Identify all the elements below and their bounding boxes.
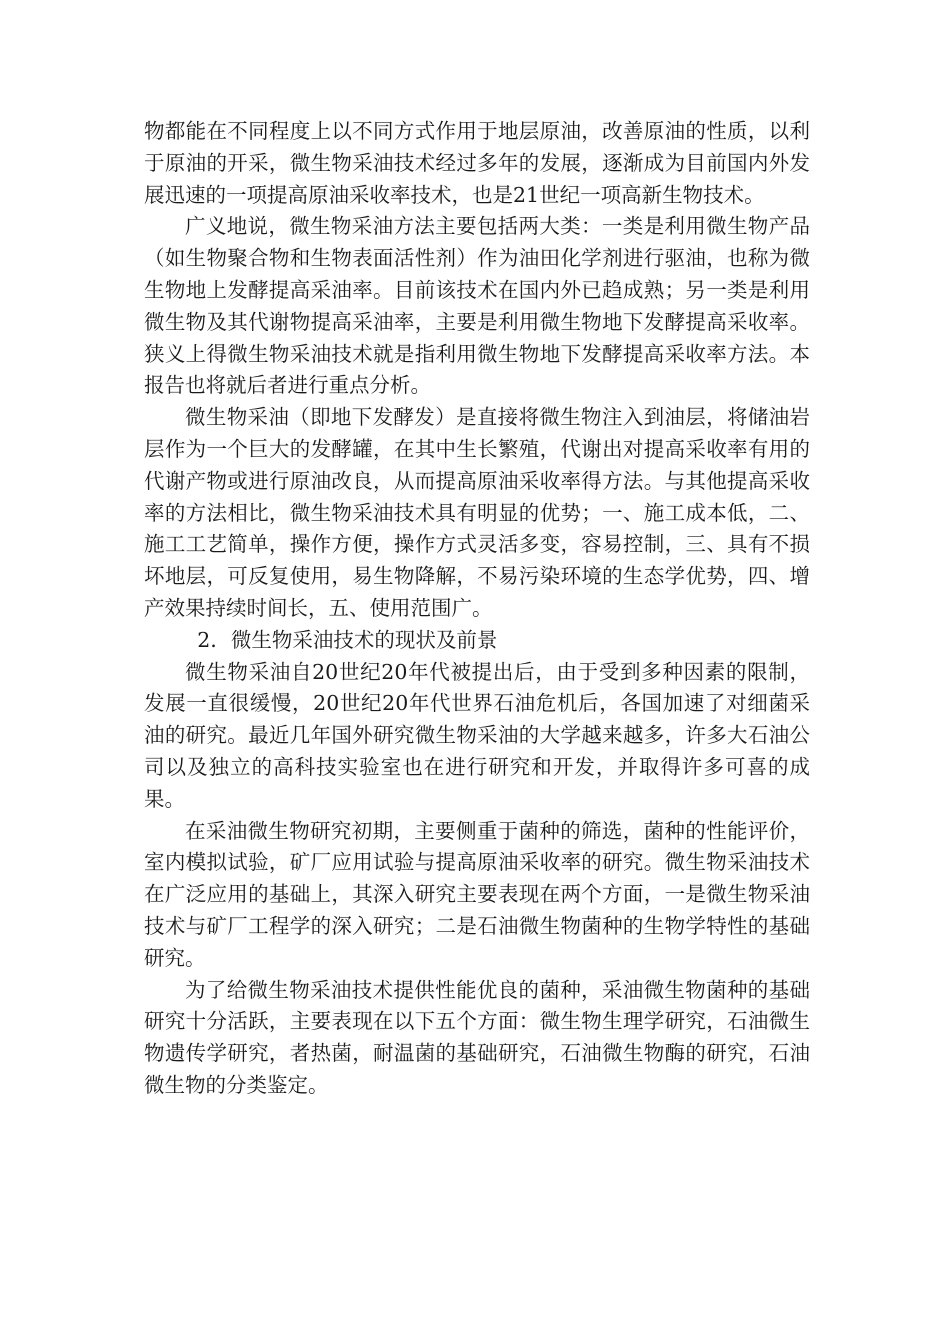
paragraph-broad-definition: 广义地说，微生物采油方法主要包括两大类：一类是利用微生物产品（如生物聚合物和生物表面活性剂）作为油田化学剂进行驱油，也称为微生物地上发酵提高采油率。目前该技术在国内外已趋成熟；另一类是利用微生物及其代谢物提高采油率，主要是利用微生物地下发酵提高采收率。狭义上得微生物采油技术就是指利用微生物地下发酵提高采收率方法。本报告也将就后者进行重点分析。 — [144, 214, 810, 398]
document-body — [144, 116, 810, 1102]
paragraph-history: 微生物采油自20世纪20年代被提出后，由于受到多种因素的限制，发展一直很缓慢，20世纪20年代世界石油危机后，各国加速了对细菌采油的研究。最近几年国外研究微生物采油的大学越来越多，许多大石油公司以及独立的高科技实验室也在进行研究和开发，并取得许多可喜的成果。 — [144, 659, 810, 811]
section-heading-status-prospects: 2．微生物采油技术的现状及前景 — [197, 627, 498, 652]
paragraph-underground-fermentation: 微生物采油（即地下发酵发）是直接将微生物注入到油层，将储油岩层作为一个巨大的发酵罐，在其中生长繁殖，代谢出对提高采收率有用的代谢产物或进行原油改良，从而提高原油采收率得方法。与其他提高采收率的方法相比，微生物采油技术具有明显的优势；一、施工成本低，二、施工工艺简单，操作方便，操作方式灵活多变，容易控制，三、具有不损坏地层，可反复使用，易生物降解，不易污染环境的生态学优势，四、增产效果持续时间长，五、使用范围广。 — [144, 405, 810, 620]
paragraph-basic-research: 为了给微生物采油技术提供性能优良的菌种，采油微生物菌种的基础研究十分活跃，主要表现在以下五个方面：微生物生理学研究，石油微生物遗传学研究，者热菌，耐温菌的基础研究，石油微生物酶的研究，石油微生物的分类鉴定。 — [144, 977, 810, 1097]
paragraph-early-research: 在采油微生物研究初期，主要侧重于菌种的筛选，菌种的性能评价，室内模拟试验，矿厂应用试验与提高原油采收率的研究。微生物采油技术在广泛应用的基础上，其深入研究主要表现在两个方面，一是微生物采油技术与矿厂工程学的深入研究；二是石油微生物菌种的生物学特性的基础研究。 — [144, 818, 810, 970]
paragraph-continuation: 物都能在不同程度上以不同方式作用于地层原油，改善原油的性质，以利于原油的开采，微生物采油技术经过多年的发展，逐渐成为目前国内外发展迅速的一项提高原油采收率技术，也是21世纪一项高新生物技术。 — [144, 119, 810, 207]
